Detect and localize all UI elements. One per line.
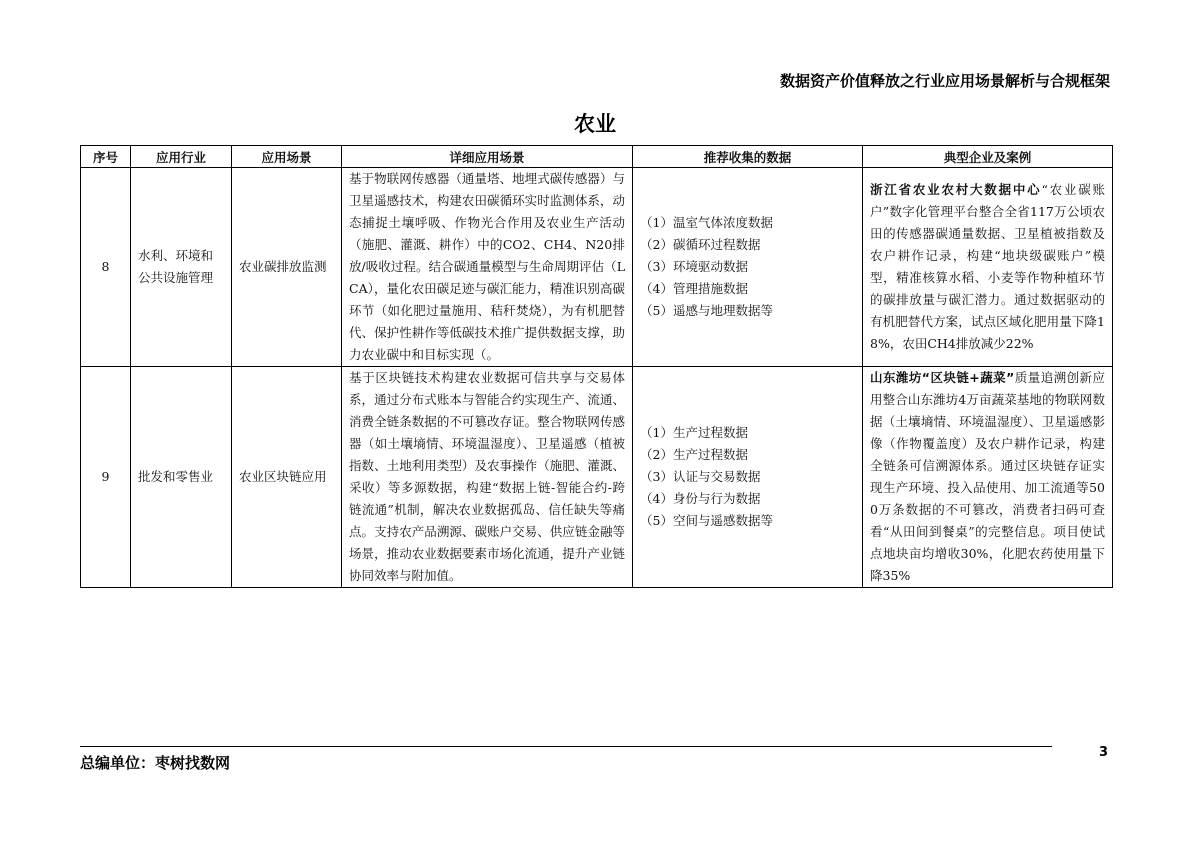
page-number: 3 <box>1099 745 1109 760</box>
column-header-scenario: 应用场景 <box>232 146 342 168</box>
column-header-typical-cases: 典型企业及案例 <box>863 146 1113 168</box>
column-header-industry: 应用行业 <box>131 146 232 168</box>
data-item: （2）生产过程数据 <box>640 447 748 462</box>
case-organization: 浙江省农业农村大数据中心 <box>870 182 1042 197</box>
case-description: “农业碳账户”数字化管理平台整合全省117万公顷农田的传感器碳通量数据、卫星植被指数及农户耕作记录，构建“地块级碳账户”模型，精准核算水稻、小麦等作物种植环节的碳排放量与碳汇潜力。通过数据驱动的有机肥替代方案，试点区域化肥用量下降18%，农田CH4排放减少22% <box>870 182 1105 351</box>
footer-editor: 总编单位：枣树找数网 <box>80 754 231 772</box>
detail-cell: 基于区块链技术构建农业数据可信共享与交易体系，通过分布式账本与智能合约实现生产、流通、消费全链条数据的不可篡改存证。整合物联网传感器（如土壤墒情、环境温湿度）、卫星遥感（植被指数、土地利用类型）及农事操作（施肥、灌溉、采收）等多源数据，构建“数据上链-智能合约-跨链流通”机制，解决农业数据孤岛、信任缺失等痛点。支持农产品溯源、碳账户交易、供应链金融等场景，推动农业数据要素市场化流通，提升产业链协同效率与附加值。 <box>342 367 633 588</box>
data-item: （4）身份与行为数据 <box>640 491 761 506</box>
column-header-detail: 详细应用场景 <box>342 146 633 168</box>
data-item: （5）遥感与地理数据等 <box>640 303 773 318</box>
data-item: （3）环境驱动数据 <box>640 259 748 274</box>
column-header-recommended-data: 推荐收集的数据 <box>633 146 863 168</box>
data-item: （3）认证与交易数据 <box>640 469 761 484</box>
recommended-data-cell <box>633 367 863 588</box>
row-number: 9 <box>81 367 131 588</box>
industry-cell: 批发和零售业 <box>131 367 232 588</box>
detail-cell: 基于物联网传感器（通量塔、地埋式碳传感器）与卫星遥感技术，构建农田碳循环实时监测体系，动态捕捉土壤呼吸、作物光合作用及农业生产活动（施肥、灌溉、耕作）中的CO2、CH4、N20排放/吸收过程。结合碳通量模型与生命周期评估（LCA），量化农田碳足迹与碳汇能力，精准识别高碳环节（如化肥过量施用、秸秆焚烧），为有机肥替代、保护性耕作等低碳技术推广提供数据支撑，助力农业碳中和目标实现（。 <box>342 168 633 367</box>
case-organization: 山东潍坊“区块链+蔬菜” <box>870 370 1015 385</box>
data-item: （4）管理措施数据 <box>640 281 748 296</box>
table-row <box>81 168 1113 367</box>
industry-cell: 水利、环境和公共设施管理 <box>131 168 232 367</box>
table-header-row <box>81 146 1113 168</box>
row-number: 8 <box>81 168 131 367</box>
case-description: 质量追溯创新应用整合山东潍坊4万亩蔬菜基地的物联网数据（土壤墒情、环境温湿度）、卫星遥感影像（作物覆盖度）及农户耕作记录，构建全链条可信溯源体系。通过区块链存证实现生产环境、投入品使用、加工流通等500万条数据的不可篡改，消费者扫码可查看“从田间到餐桌”的完整信息。项目使试点地块亩均增收30%，化肥农药使用量下降35% <box>870 370 1105 583</box>
section-title: 农业 <box>574 112 616 136</box>
case-cell <box>863 168 1113 367</box>
table-row <box>81 367 1113 588</box>
data-item: （5）空间与遥感数据等 <box>640 513 773 528</box>
application-scenario-table <box>80 145 1113 588</box>
scenario-cell: 农业区块链应用 <box>232 367 342 588</box>
scenario-cell: 农业碳排放监测 <box>232 168 342 367</box>
data-item: （1）温室气体浓度数据 <box>640 215 773 230</box>
data-item: （1）生产过程数据 <box>640 425 748 440</box>
column-header-no: 序号 <box>81 146 131 168</box>
document-header-title: 数据资产价值释放之行业应用场景解析与合规框架 <box>779 72 1110 90</box>
recommended-data-cell <box>633 168 863 367</box>
footer-divider <box>80 746 1052 747</box>
data-item: （2）碳循环过程数据 <box>640 237 761 252</box>
case-cell <box>863 367 1113 588</box>
